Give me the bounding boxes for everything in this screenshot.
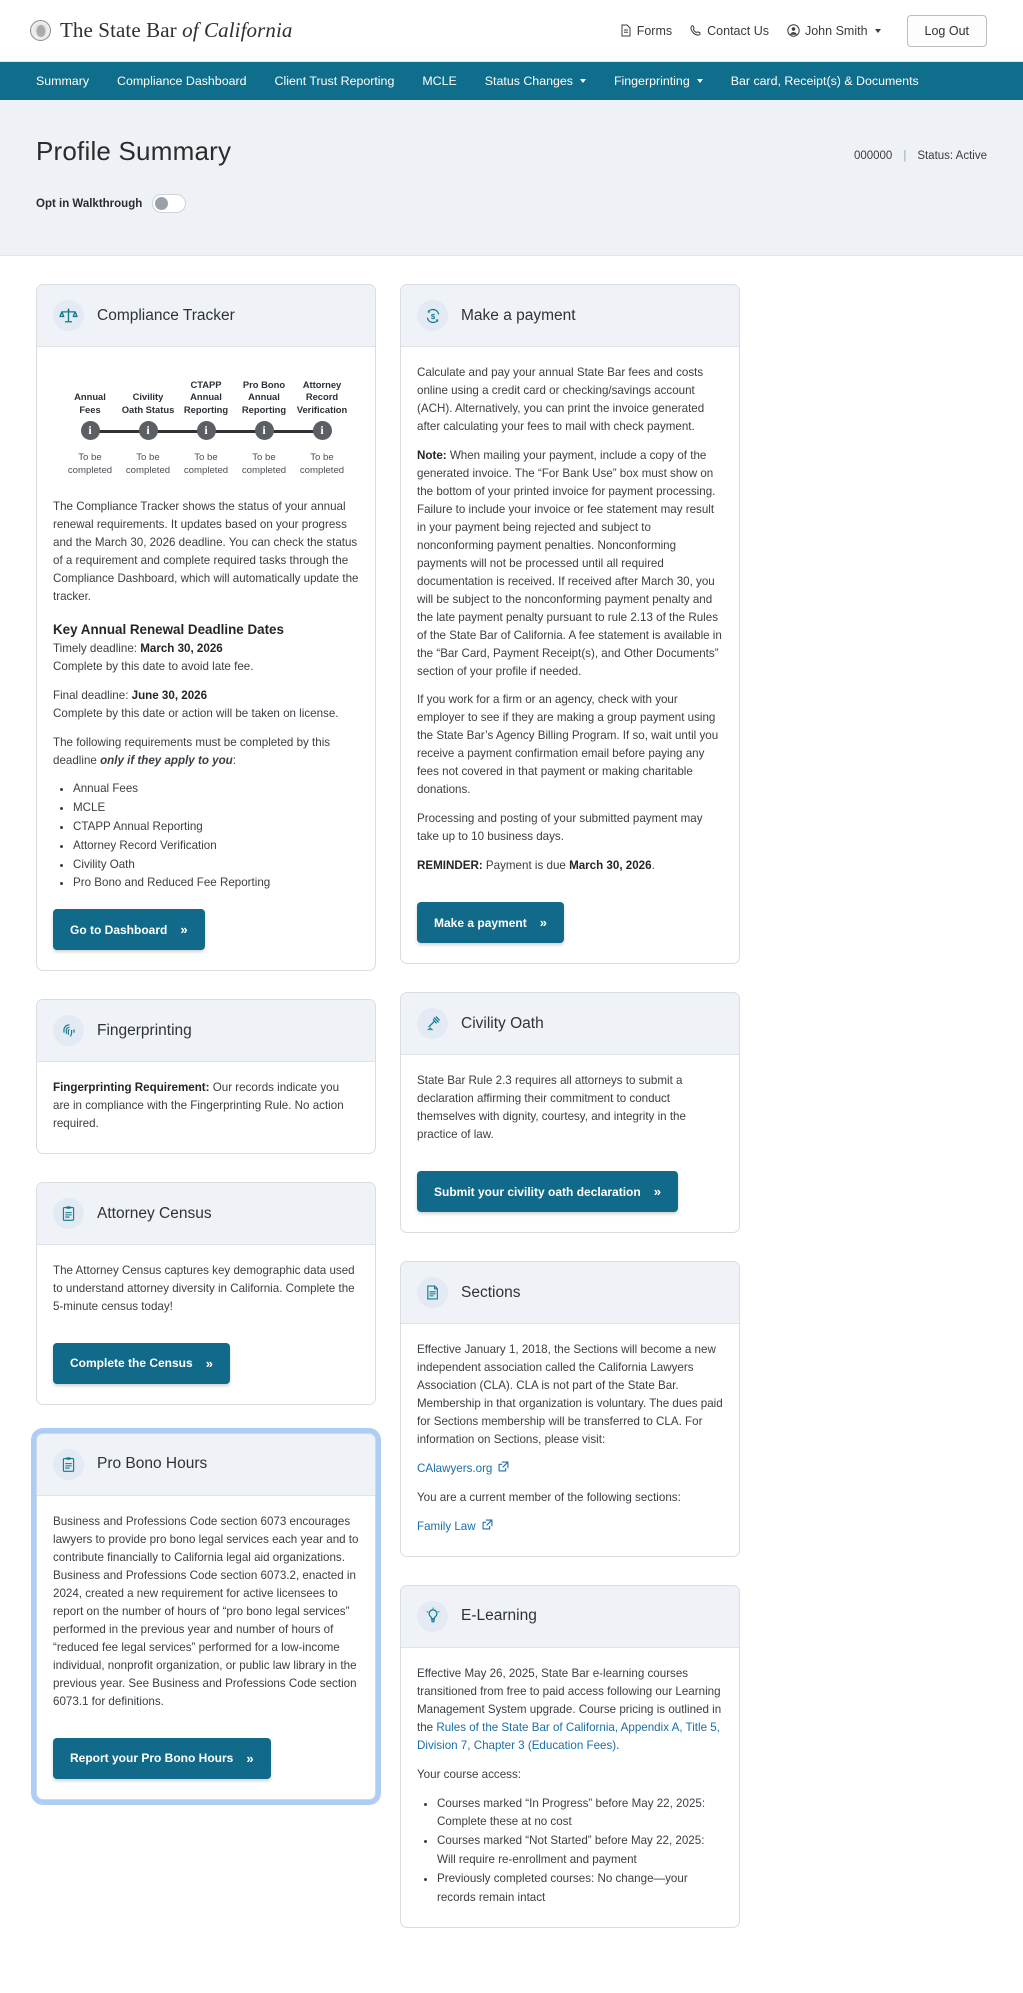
tracker-connector	[119, 416, 177, 444]
user-name-label: John Smith	[804, 23, 868, 38]
brand-name: The State Bar of California	[60, 18, 293, 42]
button-label: Submit your civility oath declaration	[434, 1184, 641, 1199]
card-body	[401, 347, 739, 963]
course-access-list	[437, 1795, 723, 1908]
chevron-down-icon	[875, 29, 881, 33]
final-prefix: Final deadline:	[53, 688, 132, 702]
nav-label: Fingerprinting	[613, 74, 690, 88]
list-item: • Pro Bono and Reduced Fee Reporting	[73, 874, 359, 893]
user-icon	[787, 24, 800, 37]
link-label: CAlawyers.org	[417, 1461, 493, 1475]
list-item: • CTAPP Annual Reporting	[73, 818, 359, 837]
nav-item-client-trust-reporting[interactable]	[261, 62, 409, 100]
tracker-connector	[61, 416, 119, 444]
contact-us-label: Contact Us	[707, 23, 769, 38]
tracker-step-label: Pro Bono Annual Reporting	[241, 378, 287, 415]
tracker-step-label: Attorney Record Verification	[296, 378, 348, 415]
requirement-text: Our records indicate you are in compliance with the Fingerprinting Rule. No action required.	[53, 1081, 344, 1131]
go-to-dashboard-button[interactable]	[53, 909, 205, 950]
elearning-text-after-link: .	[616, 1738, 620, 1752]
sections-membership-text: You are a current member of the following sections:	[417, 1490, 681, 1504]
link-label: Family Law	[417, 1519, 476, 1533]
card-body	[37, 1062, 375, 1153]
tracker-step-pro-bono[interactable]	[235, 378, 293, 478]
primary-navigation	[0, 62, 1023, 100]
info-icon[interactable]: i	[313, 421, 332, 440]
info-icon[interactable]: i	[139, 421, 158, 440]
card-header	[37, 285, 375, 347]
timely-deadline	[53, 640, 359, 676]
make-a-payment-card	[400, 284, 740, 964]
fingerprint-icon	[53, 1015, 84, 1046]
elearning-text-before-link: Effective May 26, 2025, State Bar e-learning courses transitioned from free to paid access following our Learning Management System upgrade. Course pricing is outlined in the	[417, 1666, 722, 1734]
tracker-step-status: To be completed	[241, 452, 287, 477]
brand-logo[interactable]	[30, 18, 293, 43]
nav-item-status-changes[interactable]	[471, 62, 600, 100]
card-title: Make a payment	[461, 306, 576, 324]
tracker-step-civility-oath[interactable]	[119, 378, 177, 478]
logout-button[interactable]: Log Out	[907, 15, 987, 47]
lightbulb-icon	[417, 1601, 448, 1632]
nav-item-mcle[interactable]	[408, 62, 470, 100]
requirement-label: Fingerprinting Requirement:	[53, 1081, 210, 1095]
info-icon[interactable]: i	[81, 421, 100, 440]
sections-card	[400, 1261, 740, 1557]
left-column	[36, 284, 376, 1800]
top-bar-actions	[620, 15, 987, 47]
walkthrough-toggle[interactable]	[152, 194, 186, 213]
tracker-step-label: CTAPP Annual Reporting	[183, 378, 229, 415]
status-badge: Status: Active	[917, 150, 987, 162]
page-title: Profile Summary	[36, 136, 232, 166]
tracker-step-ctapp[interactable]	[177, 378, 235, 478]
external-link-icon	[482, 1518, 493, 1536]
nav-item-summary[interactable]	[22, 62, 103, 100]
reminder-text: Payment is due	[482, 859, 570, 873]
document-icon	[417, 1277, 448, 1308]
button-label: Report your Pro Bono Hours	[70, 1751, 234, 1766]
page-header-band	[0, 100, 1023, 256]
reminder-date: March 30, 2026	[569, 859, 652, 873]
fingerprinting-text	[53, 1079, 359, 1133]
tracker-connector	[177, 416, 235, 444]
tracker-step-status: To be completed	[183, 452, 229, 477]
course-access-heading: Your course access:	[417, 1767, 521, 1781]
forms-link[interactable]	[620, 24, 672, 38]
info-icon[interactable]: i	[255, 421, 274, 440]
compliance-tracker-steps	[53, 364, 359, 484]
card-body	[37, 1245, 375, 1404]
external-link-icon	[498, 1460, 509, 1478]
list-item: • Civility Oath	[73, 856, 359, 875]
chevron-right-icon: »	[653, 1184, 661, 1200]
nav-item-fingerprinting[interactable]	[600, 62, 717, 100]
card-body	[37, 1496, 375, 1799]
walkthrough-label: Opt in Walkthrough	[36, 197, 143, 210]
requirements-emphasis: only if they apply to you	[100, 753, 233, 767]
clipboard-icon	[53, 1198, 84, 1229]
final-note: Complete by this date or action will be taken on license.	[53, 706, 339, 720]
scales-icon	[53, 300, 84, 331]
deadline-heading: Key Annual Renewal Deadline Dates	[53, 621, 284, 637]
payment-icon	[417, 300, 448, 331]
top-utility-bar	[0, 0, 1023, 62]
gavel-icon	[417, 1008, 448, 1039]
walkthrough-row	[36, 194, 987, 213]
tracker-step-status: To be completed	[125, 452, 171, 477]
requirements-prefix: The following requirements must be completed by this deadline	[53, 735, 331, 767]
card-body	[401, 1055, 739, 1232]
pro-bono-hours-card	[36, 1433, 376, 1800]
note-text: When mailing your payment, include a copy of the generated invoice. The “For Bank Use” box must show on the bottom of your printed invoice for payment processing. Failure to include your invoice or fee statement may result in your payment being rejected and subject to nonconforming payment penalties. Nonconforming payments will not be processed until all required documentation is received. If received after March 30, you will be subject to the nonconforming payment penalty and the late payment penalty pursuant to rule 2.13 of the Rules of the State Bar of California. A fee statement is available in the “Bar Card, Payment Receipt(s), and Other Documents” section of your profile if needed.	[417, 448, 722, 678]
requirements-list	[73, 780, 359, 893]
card-header	[401, 993, 739, 1055]
svg-text:$: $	[430, 311, 435, 321]
reminder-label: REMINDER:	[417, 859, 483, 873]
final-deadline	[53, 687, 359, 723]
forms-icon	[620, 24, 632, 37]
card-header	[401, 1262, 739, 1324]
submit-civility-oath-button[interactable]	[417, 1171, 678, 1212]
tracker-step-status: To be completed	[67, 452, 113, 477]
requirements-suffix: :	[232, 753, 236, 767]
sections-text: Effective January 1, 2018, the Sections will become a new independent association called the California Lawyers Association (CLA). CLA is not part of the State Bar. Membership in that organization is voluntary. The dues paid for Sections membership will be transferred to CLA. For information on Sections, please visit:	[417, 1343, 723, 1446]
note-label: Note:	[417, 448, 447, 462]
list-item: • MCLE	[73, 799, 359, 818]
tracker-connector	[293, 416, 351, 444]
button-label: Go to Dashboard	[70, 922, 168, 937]
card-header	[37, 1183, 375, 1245]
card-header	[401, 1586, 739, 1648]
card-title: Attorney Census	[97, 1204, 212, 1222]
card-body	[37, 347, 375, 970]
reminder-period: .	[651, 859, 655, 873]
nav-item-compliance-dashboard[interactable]	[103, 62, 261, 100]
clipboard-icon	[53, 1449, 84, 1480]
user-menu[interactable]	[787, 24, 881, 38]
list-item: • Annual Fees	[73, 780, 359, 799]
chevron-right-icon: »	[180, 922, 188, 938]
list-item: • Courses marked “In Progress” before May 22, 2025: Complete these at no cost	[437, 1795, 723, 1833]
chevron-right-icon: »	[205, 1355, 213, 1371]
list-item: • Previously completed courses: No change—your records remain intact	[437, 1870, 723, 1908]
tracker-step-attorney-record[interactable]	[293, 378, 351, 478]
contact-us-link[interactable]	[690, 24, 769, 38]
attorney-census-card	[36, 1182, 376, 1405]
button-label: Complete the Census	[70, 1356, 193, 1371]
nav-label: Compliance Dashboard	[117, 74, 247, 88]
bar-number: 000000	[853, 150, 893, 162]
card-body	[401, 1648, 739, 1928]
tracker-step-annual-fees[interactable]	[61, 378, 119, 478]
timely-prefix: Timely deadline:	[53, 641, 141, 655]
elearning-paragraph-1	[417, 1665, 723, 1755]
nav-label: Bar card, Receipt(s) & Documents	[730, 74, 919, 88]
list-item: • Courses marked “Not Started” before May 22, 2025: Will require re-enrollment and payment	[437, 1832, 723, 1870]
button-label: Make a payment	[434, 915, 527, 930]
phone-icon	[690, 24, 702, 37]
card-header	[37, 1434, 375, 1496]
nav-label: Client Trust Reporting	[274, 74, 395, 88]
tracker-row	[61, 378, 351, 478]
final-date: June 30, 2026	[131, 688, 208, 702]
pro-bono-text: Business and Professions Code section 6073 encourages lawyers to provide pro bono legal services each year and to contribute financially to California legal aid organizations. Business and Professions Code section 6073.2, enacted in 2024, created a new requirement for active licensees to report on the number of hours of “pro bono legal services” performed in the previous year and number of hours of “reduced fee legal services” performed for a low-income individual, nonprofit organization, or public law library in the previous year. See Business and Professions Code section 6073.1 for definitions.	[53, 1514, 359, 1708]
nav-label: Summary	[36, 74, 90, 88]
nav-label: MCLE	[422, 74, 457, 88]
card-header	[37, 1000, 375, 1062]
card-title: Sections	[461, 1283, 521, 1301]
card-header	[401, 285, 739, 347]
tracker-connector	[235, 416, 293, 444]
e-learning-card	[400, 1585, 740, 1929]
attorney-census-text: The Attorney Census captures key demographic data used to understand attorney diversity in California. Complete the 5-minute census today!	[53, 1264, 355, 1313]
info-icon[interactable]: i	[197, 421, 216, 440]
list-item: • Attorney Record Verification	[73, 837, 359, 856]
calawyers-link[interactable]	[417, 1460, 509, 1478]
card-title: E-Learning	[461, 1607, 537, 1625]
chevron-right-icon: »	[246, 1750, 254, 1766]
nav-item-bar-card-documents[interactable]	[717, 62, 933, 100]
tracker-intro-text: The Compliance Tracker shows the status of your annual renewal requirements. It updates based on your progress and the March 30, 2026 deadline. You can check the status of a requirement and complete required tasks through the Compliance Dashboard, which will automatically update the tracker.	[53, 499, 359, 603]
main-content	[0, 256, 1023, 1968]
compliance-tracker-card	[36, 284, 376, 971]
payment-paragraph-1: Calculate and pay your annual State Bar fees and costs online using a credit card or checking/savings account (ACH). Alternatively, you can print the invoice generated after calculating your fees to mail with check payment.	[417, 366, 705, 433]
meta-separator: |	[903, 150, 907, 162]
civility-oath-text: State Bar Rule 2.3 requires all attorneys to submit a declaration affirming their commitment to conduct themselves with dignity, courtesy, and integrity in the practice of law.	[417, 1074, 686, 1142]
chevron-down-icon	[697, 79, 703, 83]
card-body	[401, 1324, 739, 1556]
nav-label: Status Changes	[484, 74, 573, 88]
payment-note	[417, 447, 723, 681]
payment-paragraph-4: Processing and posting of your submitted payment may take up to 10 business days.	[417, 812, 703, 844]
tracker-step-label: Annual Fees	[74, 391, 106, 415]
payment-paragraph-3: If you work for a firm or an agency, check with your employer to see if they are making a group payment using the State Bar’s Agency Billing Program. If so, wait until you receive a payment confirmation email before paying any fees not covered in that payment or making charitable donations.	[417, 693, 719, 797]
state-bar-seal-icon	[30, 20, 51, 41]
card-title: Civility Oath	[461, 1014, 544, 1032]
card-title: Compliance Tracker	[97, 306, 235, 324]
report-pro-bono-hours-button[interactable]	[53, 1738, 271, 1779]
tracker-step-label: Civility Oath Status	[121, 391, 175, 415]
profile-meta	[854, 136, 987, 162]
family-law-link[interactable]	[417, 1518, 493, 1536]
complete-census-button[interactable]	[53, 1343, 230, 1384]
toggle-knob	[155, 197, 168, 210]
requirements-intro	[53, 734, 359, 770]
right-column	[400, 284, 740, 1928]
sections-membership-link-row	[417, 1518, 723, 1536]
payment-reminder	[417, 857, 723, 875]
tracker-step-status: To be completed	[299, 452, 345, 477]
civility-oath-card	[400, 992, 740, 1233]
forms-label: Forms	[636, 23, 673, 38]
make-a-payment-button[interactable]	[417, 902, 564, 943]
timely-date: March 30, 2026	[140, 641, 223, 655]
fingerprinting-card	[36, 999, 376, 1154]
education-fees-rules-link[interactable]: Rules of the State Bar of California, Appendix A, Title 5, Division 7, Chapter 3 (Education Fees)	[417, 1720, 720, 1752]
timely-note: Complete by this date to avoid late fee.	[53, 659, 254, 673]
chevron-down-icon	[580, 79, 586, 83]
card-title: Pro Bono Hours	[97, 1455, 208, 1473]
sections-external-link-row	[417, 1460, 723, 1478]
card-title: Fingerprinting	[97, 1021, 192, 1039]
chevron-right-icon: »	[539, 915, 547, 931]
